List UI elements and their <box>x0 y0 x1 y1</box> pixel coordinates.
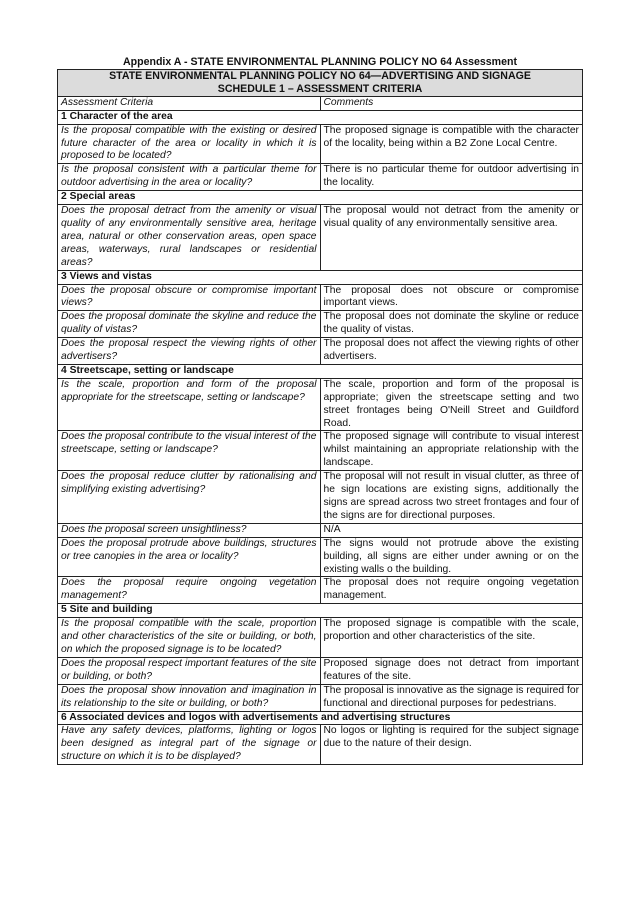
section-title: 1 Character of the area <box>58 110 583 124</box>
comment-cell: N/A <box>320 523 583 537</box>
table-row <box>58 684 583 711</box>
comment-cell: The proposal does not dominate the skyline or reduce the quality of vistas. <box>320 311 583 338</box>
criteria-cell: Does the proposal protrude above buildings, structures or tree canopies in the area or locality? <box>58 537 321 577</box>
comment-cell: There is no particular theme for outdoor advertising in the locality. <box>320 164 583 191</box>
section-title: 3 Views and vistas <box>58 270 583 284</box>
section-title: 5 Site and building <box>58 604 583 618</box>
comment-cell: The proposal will not result in visual clutter, as three of he sign locations are existing signs, additionally the signs are spread across two street frontages and four of the signs are for directional purposes. <box>320 471 583 524</box>
table-row <box>58 431 583 471</box>
table-row <box>58 205 583 271</box>
table-row <box>58 725 583 765</box>
comment-cell: The proposed signage is compatible with the character of the locality, being within a B2 Zone Local Centre. <box>320 124 583 164</box>
section-title: 4 Streetscape, setting or landscape <box>58 364 583 378</box>
table-row <box>58 124 583 164</box>
section-heading-row <box>58 191 583 205</box>
section-title: 2 Special areas <box>58 191 583 205</box>
section-heading-row <box>58 364 583 378</box>
section-heading-row <box>58 711 583 725</box>
section-heading-row <box>58 604 583 618</box>
section-heading-row <box>58 110 583 124</box>
criteria-cell: Is the proposal compatible with the existing or desired future character of the area or locality in which it is proposed to be located? <box>58 124 321 164</box>
table-row <box>58 618 583 658</box>
criteria-cell: Does the proposal detract from the amenity or visual quality of any environmentally sensitive area, heritage area, natural or other conservation areas, open space areas, waterways, rural landscapes or residential areas? <box>58 205 321 271</box>
criteria-cell: Does the proposal show innovation and imagination in its relationship to the site or building, or both? <box>58 684 321 711</box>
comment-cell: The proposal is innovative as the signage is required for functional and directional purposes for pedestrians. <box>320 684 583 711</box>
comment-cell: The scale, proportion and form of the proposal is appropriate; given the streetscape setting and two street frontages being O'Neill Street and Guildford Road. <box>320 378 583 431</box>
comment-cell: Proposed signage does not detract from important features of the site. <box>320 657 583 684</box>
table-row <box>58 378 583 431</box>
comment-cell: The proposal would not detract from the amenity or visual quality of any environmentally sensitive area. <box>320 205 583 271</box>
table-row <box>58 311 583 338</box>
table-row <box>58 338 583 365</box>
criteria-cell: Have any safety devices, platforms, lighting or logos been designed as integral part of the signage or structure on which it is to be displayed? <box>58 725 321 765</box>
header-criteria: Assessment Criteria <box>58 96 321 110</box>
header-comments: Comments <box>320 96 583 110</box>
section-heading-row <box>58 270 583 284</box>
criteria-cell: Does the proposal obscure or compromise important views? <box>58 284 321 311</box>
banner-title: STATE ENVIRONMENTAL PLANNING POLICY NO 64—ADVERTISING AND SIGNAGE <box>109 70 531 82</box>
comment-cell: The proposal does not affect the viewing rights of other advertisers. <box>320 338 583 365</box>
section-title: 6 Associated devices and logos with advertisements and advertising structures <box>58 711 583 725</box>
criteria-cell: Is the proposal compatible with the scale, proportion and other characteristics of the site or building, or both, on which the proposed signage is to be located? <box>58 618 321 658</box>
criteria-cell: Does the proposal screen unsightliness? <box>58 523 321 537</box>
criteria-cell: Does the proposal reduce clutter by rationalising and simplifying existing advertising? <box>58 471 321 524</box>
criteria-cell: Is the proposal consistent with a particular theme for outdoor advertising in the area or locality? <box>58 164 321 191</box>
comment-cell: The proposed signage will contribute to visual interest whilst maintaining an appropriate relationship with the landscape. <box>320 431 583 471</box>
criteria-cell: Does the proposal require ongoing vegetation management? <box>58 577 321 604</box>
table-header-row <box>58 96 583 110</box>
criteria-cell: Does the proposal contribute to the visual interest of the streetscape, setting or landscape? <box>58 431 321 471</box>
table-banner <box>58 70 583 97</box>
criteria-cell: Does the proposal dominate the skyline and reduce the quality of vistas? <box>58 311 321 338</box>
table-row <box>58 284 583 311</box>
table-row <box>58 537 583 577</box>
document-page <box>57 56 583 765</box>
comment-cell: The signs would not protrude above the existing building, all signs are either under awning or on the existing walls o the building. <box>320 537 583 577</box>
table-row <box>58 164 583 191</box>
criteria-cell: Does the proposal respect the viewing rights of other advertisers? <box>58 338 321 365</box>
comment-cell: No logos or lighting is required for the subject signage due to the nature of their design. <box>320 725 583 765</box>
comment-cell: The proposed signage is compatible with the scale, proportion and other characteristics of the site. <box>320 618 583 658</box>
comment-cell: The proposal does not obscure or compromise important views. <box>320 284 583 311</box>
assessment-table <box>57 69 583 765</box>
criteria-cell: Is the scale, proportion and form of the proposal appropriate for the streetscape, setting or landscape? <box>58 378 321 431</box>
comment-cell: The proposal does not require ongoing vegetation management. <box>320 577 583 604</box>
appendix-title: Appendix A - STATE ENVIRONMENTAL PLANNING POLICY NO 64 Assessment <box>123 56 517 68</box>
table-row <box>58 657 583 684</box>
criteria-cell: Does the proposal respect important features of the site or building, or both? <box>58 657 321 684</box>
table-row <box>58 471 583 524</box>
banner-cell <box>58 70 583 97</box>
banner-subtitle: SCHEDULE 1 – ASSESSMENT CRITERIA <box>217 82 423 95</box>
table-row <box>58 523 583 537</box>
table-row <box>58 577 583 604</box>
